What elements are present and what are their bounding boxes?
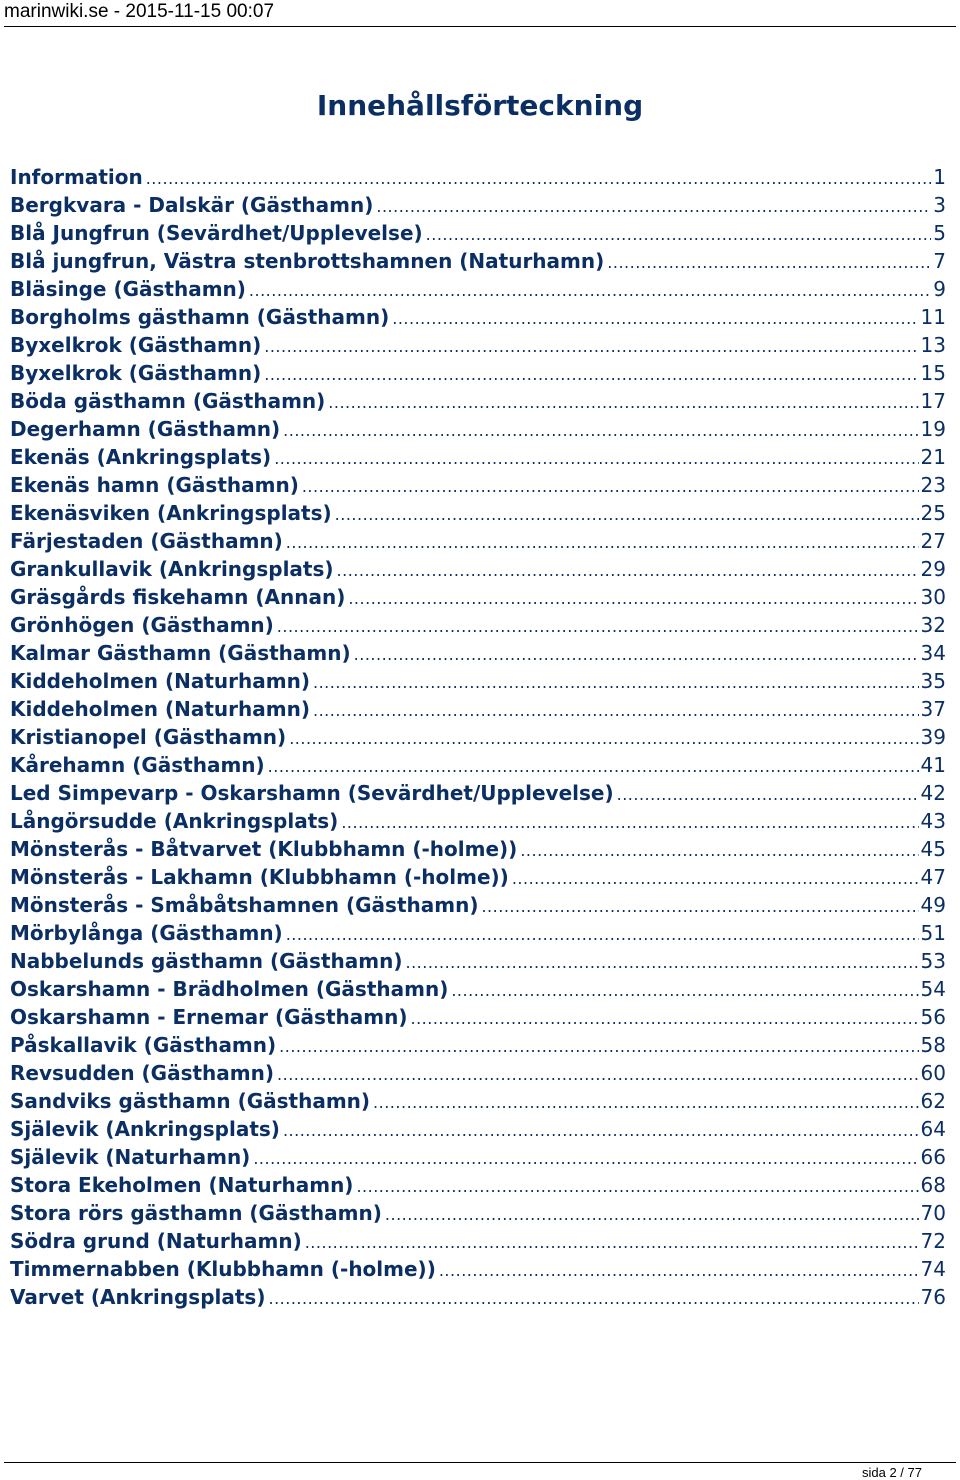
- toc-dot-leader: [305, 1229, 919, 1257]
- toc-dot-leader: [348, 585, 918, 613]
- toc-entry-page[interactable]: 51: [920, 921, 946, 945]
- toc-entry-page[interactable]: 34: [920, 641, 946, 665]
- toc-dot-leader: [356, 1173, 918, 1201]
- toc-dot-leader: [268, 1285, 918, 1313]
- toc-entry-label[interactable]: Timmernabben (Klubbhamn (-holme)): [10, 1257, 436, 1281]
- toc-entry-page[interactable]: 35: [920, 669, 946, 693]
- toc-entry-page[interactable]: 27: [920, 529, 946, 553]
- toc-entry-label[interactable]: Bergkvara - Dalskär (Gästhamn): [10, 193, 374, 217]
- toc-entry-page[interactable]: 13: [920, 333, 946, 357]
- toc-entry-page[interactable]: 68: [920, 1173, 946, 1197]
- toc-entry-label[interactable]: Påskallavik (Gästhamn): [10, 1033, 277, 1057]
- toc-entry-page[interactable]: 72: [920, 1229, 946, 1253]
- toc-dot-leader: [439, 1257, 919, 1285]
- toc-dot-leader: [286, 529, 919, 557]
- toc-entry-label[interactable]: Stora Ekeholmen (Naturhamn): [10, 1173, 354, 1197]
- toc-entry[interactable]: [10, 527, 946, 555]
- toc-entry-label[interactable]: Kiddeholmen (Naturhamn): [10, 697, 310, 721]
- toc-dot-leader: [253, 1145, 918, 1173]
- toc-entry-label[interactable]: Långörsudde (Ankringsplats): [10, 809, 339, 833]
- toc-entry-label[interactable]: Sandviks gästhamn (Gästhamn): [10, 1089, 371, 1113]
- toc-entry[interactable]: [10, 1255, 946, 1283]
- toc-entry-label[interactable]: Mönsterås - Lakhamn (Klubbhamn (-holme)): [10, 865, 509, 889]
- toc-entry-label[interactable]: Mönsterås - Småbåtshamnen (Gästhamn): [10, 893, 479, 917]
- toc-dot-leader: [607, 249, 931, 277]
- toc-entry-page[interactable]: 21: [920, 445, 946, 469]
- toc-entry-label[interactable]: Oskarshamn - Ernemar (Gästhamn): [10, 1005, 408, 1029]
- toc-dot-leader: [283, 417, 918, 445]
- toc-dot-leader: [373, 1089, 919, 1117]
- toc-entry-page[interactable]: 5: [933, 221, 946, 245]
- toc-entry-label[interactable]: Blå Jungfrun (Sevärdhet/Upplevelse): [10, 221, 423, 245]
- toc-entry-page[interactable]: 19: [920, 417, 946, 441]
- toc-entry[interactable]: [10, 1031, 946, 1059]
- toc-entry[interactable]: [10, 1115, 946, 1143]
- toc-entry[interactable]: [10, 1171, 946, 1199]
- toc-entry[interactable]: [10, 443, 946, 471]
- toc-entry[interactable]: [10, 723, 946, 751]
- toc-entry-label[interactable]: Färjestaden (Gästhamn): [10, 529, 283, 553]
- toc-entry[interactable]: [10, 1143, 946, 1171]
- toc-entry[interactable]: [10, 751, 946, 779]
- toc-entry[interactable]: [10, 359, 946, 387]
- toc-entry-page[interactable]: 41: [920, 753, 946, 777]
- toc-entry[interactable]: [10, 555, 946, 583]
- toc-entry[interactable]: [10, 387, 946, 415]
- toc-entry-label[interactable]: Böda gästhamn (Gästhamn): [10, 389, 326, 413]
- toc-dot-leader: [410, 1005, 918, 1033]
- toc-entry-page[interactable]: 1: [933, 165, 946, 189]
- toc-entry[interactable]: [10, 1087, 946, 1115]
- toc-entry-label[interactable]: Mönsterås - Båtvarvet (Klubbhamn (-holme)): [10, 837, 518, 861]
- toc-dot-leader: [354, 641, 919, 669]
- toc-entry[interactable]: [10, 1059, 946, 1087]
- toc-entry[interactable]: [10, 1003, 946, 1031]
- toc-entry[interactable]: [10, 247, 946, 275]
- toc-dot-leader: [264, 333, 918, 361]
- toc-entry-label[interactable]: Grankullavik (Ankringsplats): [10, 557, 334, 581]
- toc-entry[interactable]: [10, 611, 946, 639]
- toc-entry-label[interactable]: Blå jungfrun, Västra stenbrottshamnen (Naturhamn): [10, 249, 605, 273]
- toc-dot-leader: [337, 557, 919, 585]
- toc-entry-label[interactable]: Södra grund (Naturhamn): [10, 1229, 302, 1253]
- toc-entry-page[interactable]: 9: [933, 277, 946, 301]
- toc-dot-leader: [376, 193, 931, 221]
- page-number: sida 2 / 77: [862, 1465, 922, 1480]
- toc-dot-leader: [279, 1033, 918, 1061]
- toc-entry[interactable]: [10, 303, 946, 331]
- toc-entry-page[interactable]: 37: [920, 697, 946, 721]
- toc-entry-page[interactable]: 56: [920, 1005, 946, 1029]
- toc-dot-leader: [286, 921, 919, 949]
- toc-entry-page[interactable]: 25: [920, 501, 946, 525]
- toc-entry-page[interactable]: 7: [933, 249, 946, 273]
- toc-entry-label[interactable]: Grönhögen (Gästhamn): [10, 613, 274, 637]
- toc-entry-label[interactable]: Själevik (Ankringsplats): [10, 1117, 280, 1141]
- toc-entry-page[interactable]: 30: [920, 585, 946, 609]
- toc-entry[interactable]: [10, 695, 946, 723]
- toc-entry[interactable]: [10, 275, 946, 303]
- toc-dot-leader: [274, 445, 918, 473]
- toc-dot-leader: [341, 809, 918, 837]
- toc-entry-label[interactable]: Nabbelunds gästhamn (Gästhamn): [10, 949, 403, 973]
- toc-entry-label[interactable]: Borgholms gästhamn (Gästhamn): [10, 305, 390, 329]
- toc-entry[interactable]: [10, 667, 946, 695]
- toc-entry[interactable]: [10, 807, 946, 835]
- toc-dot-leader: [405, 949, 918, 977]
- toc-dot-leader: [277, 613, 919, 641]
- page-header: [4, 0, 956, 27]
- toc-entry[interactable]: [10, 331, 946, 359]
- toc-entry-page[interactable]: 64: [920, 1117, 946, 1141]
- toc-entry[interactable]: [10, 583, 946, 611]
- toc-entry-page[interactable]: 70: [920, 1201, 946, 1225]
- toc-entry-page[interactable]: 23: [920, 473, 946, 497]
- toc-entry-page[interactable]: 66: [920, 1145, 946, 1169]
- toc-entry[interactable]: [10, 919, 946, 947]
- toc-entry[interactable]: [10, 891, 946, 919]
- toc-dot-leader: [385, 1201, 919, 1229]
- page-title: Innehållsförteckning: [316, 89, 644, 122]
- toc-entry-label[interactable]: Oskarshamn - Brädholmen (Gästhamn): [10, 977, 449, 1001]
- toc-dot-leader: [283, 1117, 919, 1145]
- toc-entry-label[interactable]: Ekenäs (Ankringsplats): [10, 445, 272, 469]
- toc-dot-leader: [617, 781, 919, 809]
- toc-entry-page[interactable]: 62: [920, 1089, 946, 1113]
- toc-entry-label[interactable]: Stora rörs gästhamn (Gästhamn): [10, 1201, 382, 1225]
- toc-entry-label[interactable]: Byxelkrok (Gästhamn): [10, 361, 262, 385]
- toc-entry-page[interactable]: 76: [920, 1285, 946, 1309]
- toc-entry-label[interactable]: Bläsinge (Gästhamn): [10, 277, 246, 301]
- toc-entry-page[interactable]: 53: [920, 949, 946, 973]
- toc-dot-leader: [335, 501, 919, 529]
- toc-dot-leader: [481, 893, 918, 921]
- toc-entry-page[interactable]: 32: [920, 613, 946, 637]
- toc-dot-leader: [249, 277, 931, 305]
- toc-entry-label[interactable]: Kristianopel (Gästhamn): [10, 725, 287, 749]
- toc-entry[interactable]: [10, 863, 946, 891]
- toc-entry[interactable]: [10, 947, 946, 975]
- toc-entry[interactable]: [10, 415, 946, 443]
- toc-entry[interactable]: [10, 835, 946, 863]
- toc-entry-label[interactable]: Gräsgårds fiskehamn (Annan): [10, 585, 346, 609]
- toc-entry-label[interactable]: Degerhamn (Gästhamn): [10, 417, 281, 441]
- toc-entry-page[interactable]: 42: [920, 781, 946, 805]
- toc-dot-leader: [328, 389, 918, 417]
- toc-entry-page[interactable]: 3: [933, 193, 946, 217]
- toc-entry-label[interactable]: Kalmar Gästhamn (Gästhamn): [10, 641, 351, 665]
- toc-entry[interactable]: [10, 639, 946, 667]
- toc-entry-label[interactable]: Varvet (Ankringsplats): [10, 1285, 266, 1309]
- table-of-contents: [10, 163, 946, 1311]
- toc-entry-page[interactable]: 74: [920, 1257, 946, 1281]
- toc-entry-page[interactable]: 11: [920, 305, 946, 329]
- toc-entry-page[interactable]: 29: [920, 557, 946, 581]
- toc-entry-page[interactable]: 54: [920, 977, 946, 1001]
- toc-entry-label[interactable]: Kiddeholmen (Naturhamn): [10, 669, 310, 693]
- toc-entry-label[interactable]: Led Simpevarp - Oskarshamn (Sevärdhet/Upplevelse): [10, 781, 614, 805]
- toc-dot-leader: [289, 725, 918, 753]
- toc-dot-leader: [313, 697, 919, 725]
- page-header-text: marinwiki.se - 2015-11-15 00:07: [4, 1, 275, 22]
- toc-entry[interactable]: [10, 1283, 946, 1311]
- toc-entry[interactable]: [10, 163, 946, 191]
- toc-entry-page[interactable]: 17: [920, 389, 946, 413]
- toc-entry[interactable]: [10, 499, 946, 527]
- toc-entry[interactable]: [10, 975, 946, 1003]
- toc-entry[interactable]: [10, 779, 946, 807]
- toc-entry[interactable]: [10, 219, 946, 247]
- toc-entry[interactable]: [10, 191, 946, 219]
- toc-dot-leader: [146, 165, 932, 193]
- toc-dot-leader: [392, 305, 918, 333]
- toc-entry-page[interactable]: 45: [920, 837, 946, 861]
- toc-dot-leader: [277, 1061, 919, 1089]
- toc-entry-label[interactable]: Kårehamn (Gästhamn): [10, 753, 265, 777]
- toc-entry-page[interactable]: 15: [920, 361, 946, 385]
- page-footer: [4, 1462, 956, 1480]
- toc-entry-label[interactable]: Mörbylånga (Gästhamn): [10, 921, 283, 945]
- toc-entry-page[interactable]: 60: [920, 1061, 946, 1085]
- toc-dot-leader: [520, 837, 918, 865]
- toc-dot-leader: [426, 221, 932, 249]
- toc-entry-label[interactable]: Själevik (Naturhamn): [10, 1145, 251, 1169]
- toc-dot-leader: [268, 753, 919, 781]
- toc-dot-leader: [512, 865, 919, 893]
- toc-entry-label[interactable]: Ekenäs hamn (Gästhamn): [10, 473, 299, 497]
- toc-entry-label[interactable]: Ekenäsviken (Ankringsplats): [10, 501, 332, 525]
- toc-entry-label[interactable]: Information: [10, 165, 143, 189]
- toc-entry-page[interactable]: 43: [920, 809, 946, 833]
- toc-entry-page[interactable]: 47: [920, 865, 946, 889]
- toc-entry[interactable]: [10, 1227, 946, 1255]
- toc-entry-page[interactable]: 58: [920, 1033, 946, 1057]
- toc-entry-label[interactable]: Revsudden (Gästhamn): [10, 1061, 275, 1085]
- toc-entry[interactable]: [10, 1199, 946, 1227]
- toc-dot-leader: [302, 473, 919, 501]
- toc-entry-page[interactable]: 39: [920, 725, 946, 749]
- toc-dot-leader: [451, 977, 918, 1005]
- toc-entry[interactable]: [10, 471, 946, 499]
- toc-entry-label[interactable]: Byxelkrok (Gästhamn): [10, 333, 262, 357]
- toc-entry-page[interactable]: 49: [920, 893, 946, 917]
- toc-dot-leader: [313, 669, 919, 697]
- toc-dot-leader: [264, 361, 918, 389]
